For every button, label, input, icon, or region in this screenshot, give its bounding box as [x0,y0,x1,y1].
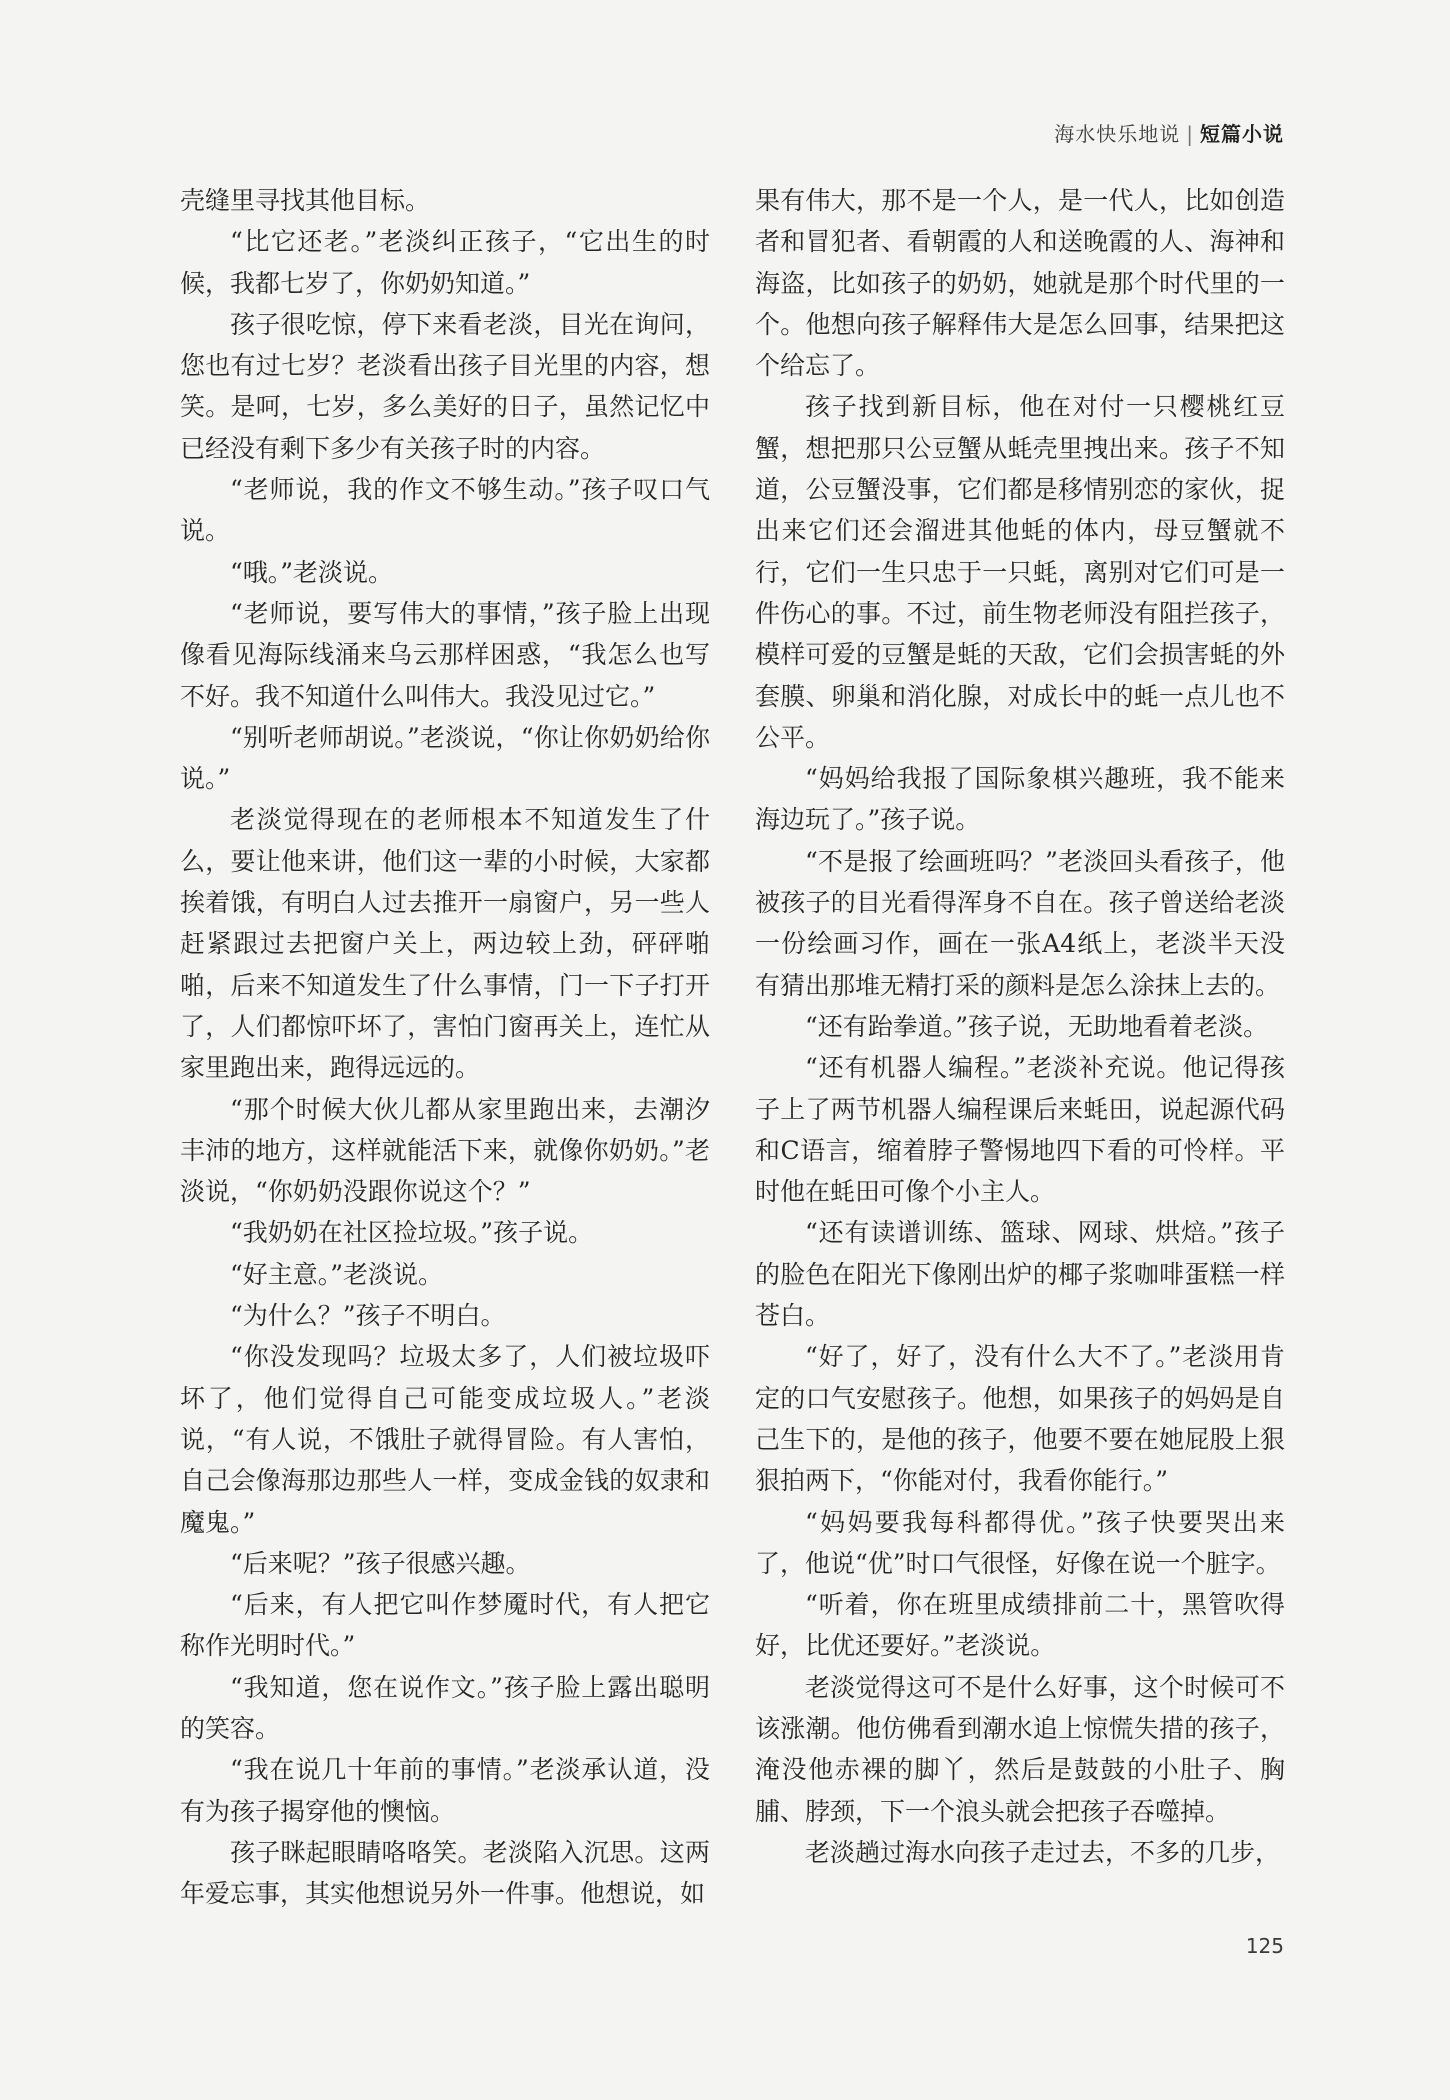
paragraph: “哦。”老淡说。 [230,557,394,587]
section-name: 短篇小说 [1200,122,1284,146]
paragraph: 果有伟大，那不是一个人，是一代人，比如创造者和冒犯者、看朝霞的人和送晚霞的人、海神和海盗，比如孩子的奶奶，她就是那个时代里的一个。他想向孩子解释伟大是怎么回事，结果把这个给忘了。 [755,186,1285,381]
paragraph: 孩子找到新目标，他在对付一只樱桃红豆蟹，想把那只公豆蟹从蚝壳里拽出来。孩子不知道，公豆蟹没事，它们都是移情别恋的家伙，捉出来它们还会溜进其他蚝的体内，母豆蟹就不行，它们一生只忠于一只蚝，离别对它们可是一件伤心的事。不过，前生物老师没有阻拦孩子，模样可爱的豆蟹是蚝的天敌，它们会损害蚝的外套膜、卵巢和消化腺，对成长中的蚝一点儿也不公平。 [755,392,1285,752]
paragraph: 孩子眯起眼睛咯咯笑。老淡陷入沉思。这两年爱忘事，其实他想说另外一件事。他想说，如 [180,1837,710,1909]
paragraph: “老师说，我的作文不够生动。”孩子叹口气说。 [180,475,710,546]
column-title: 海水快乐地说 [1054,122,1181,146]
paragraph: 孩子很吃惊，停下来看老淡，目光在询问，您也有过七岁？老淡看出孩子目光里的内容，想笑。是呵，七岁，多么美好的日子，虽然记忆中已经没有剩下多少有关孩子时的内容。 [180,309,710,463]
paragraph: “我在说几十年前的事情。”老淡承认道，没有为孩子揭穿他的懊恼。 [180,1755,710,1826]
paragraph: “好主意。”老淡说。 [230,1259,444,1289]
paragraph: “听着，你在班里成绩排前二十，黑管吹得好，比优还要好。”老淡说。 [755,1590,1285,1661]
paragraph: 老淡趟过海水向孩子走过去，不多的几步， [805,1837,1281,1867]
paragraph: “为什么？”孩子不明白。 [230,1301,506,1331]
paragraph: “不是报了绘画班吗？”老淡回头看孩子，他被孩子的目光看得浑身不自在。孩子曾送给老淡一份绘画习作，画在一张A4纸上，老淡半天没有猜出那堆无精打采的颜料是怎么涂抹上去的。 [755,846,1285,1000]
paragraph: 壳缝里寻找其他目标。 [180,186,431,215]
paragraph: “别听老师胡说。”老淡说，“你让你奶奶给你说。” [180,722,710,794]
paragraph: “你没发现吗？垃圾太多了，人们被垃圾吓坏了，他们觉得自己可能变成垃圾人。”老淡说，“有人说，不饿肚子就得冒险。有人害怕，自己会像海那边那些人一样，变成金钱的奴隶和魔鬼。” [180,1342,710,1537]
header-separator: | [1186,122,1194,146]
paragraph: “我知道，您在说作文。”孩子脸上露出聪明的笑容。 [180,1672,710,1743]
paragraph: “后来呢？”孩子很感兴趣。 [230,1548,531,1578]
paragraph: “好了，好了，没有什么大不了。”老淡用肯定的口气安慰孩子。他想，如果孩子的妈妈是自己生下的，是他的孩子，他要不要在她屁股上狠狠拍两下，“你能对付，我看你能行。” [755,1342,1285,1496]
paragraph: 老淡觉得现在的老师根本不知道发生了什么，要让他来讲，他们这一辈的小时候，大家都挨着饿，有明白人过去推开一扇窗户，另一些人赶紧跟过去把窗户关上，两边较上劲，砰砰啪啪，后来不知道发生了什么事情，门一下子打开了，人们都惊吓坏了，害怕门窗再关上，连忙从家里跑出来，跑得远远的。 [180,805,710,1083]
paragraph: “还有读谱训练、篮球、网球、烘焙。”孩子的脸色在阳光下像刚出炉的椰子浆咖啡蛋糕一样苍白。 [755,1218,1285,1331]
paragraph: “那个时候大伙儿都从家里跑出来，去潮汐丰沛的地方，这样就能活下来，就像你奶奶。”老淡说，“你奶奶没跟你说这个？” [180,1094,710,1207]
paragraph: 老淡觉得这可不是什么好事，这个时候可不该涨潮。他仿佛看到潮水追上惊慌失措的孩子，淹没他赤裸的脚丫，然后是鼓鼓的小肚子、胸脯、脖颈，下一个浪头就会把孩子吞噬掉。 [755,1672,1285,1826]
paragraph: “后来，有人把它叫作梦魇时代，有人把它称作光明时代。” [180,1590,710,1661]
left-column [180,180,710,1910]
paragraph: “还有跆拳道。”孩子说，无助地看着老淡。 [805,1011,1269,1041]
paragraph: “妈妈要我每科都得优。”孩子快要哭出来了，他说“优”时口气很怪，好像在说一个脏字。 [755,1507,1285,1578]
paragraph: “老师说，要写伟大的事情，”孩子脸上出现像看见海际线涌来乌云那样困惑，“我怎么也写不好。我不知道什么叫伟大。我没见过它。” [180,598,710,711]
right-column [755,180,1285,1910]
paragraph: “还有机器人编程。”老淡补充说。他记得孩子上了两节机器人编程课后来蚝田，说起源代码和C语言，缩着脖子警惕地四下看的可怜样。平时他在蚝田可像个小主人。 [755,1053,1285,1207]
page-number: 125 [1245,1934,1284,1958]
paragraph: “妈妈给我报了国际象棋兴趣班，我不能来海边玩了。”孩子说。 [755,764,1285,835]
running-head [1054,118,1284,147]
paragraph: “我奶奶在社区捡垃圾。”孩子说。 [230,1218,594,1248]
paragraph: “比它还老。”老淡纠正孩子，“它出生的时候，我都七岁了，你奶奶知道。” [180,227,710,298]
